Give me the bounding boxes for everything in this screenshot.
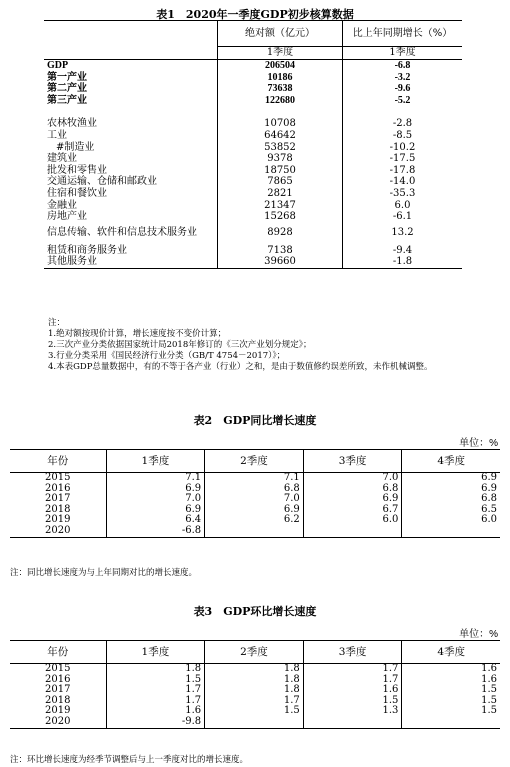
table-row (10, 685, 500, 696)
table1-note-line: 4.本表GDP总量数据中，有的不等于各产业（行业）之和，是由于数值修约误差所致，未作机械调整。 (48, 362, 433, 372)
row-label: 建筑业 (47, 153, 77, 165)
row-abs-value: 39660 (218, 256, 343, 268)
column-header: 4季度 (402, 450, 500, 473)
value-cell: 1.6 (402, 664, 500, 675)
value-cell: 6.8 (205, 484, 304, 495)
year-cell: 2016 (45, 482, 71, 494)
value-cell: 6.5 (402, 505, 500, 516)
year-cell: 2018 (45, 694, 71, 706)
value-cell (402, 526, 500, 537)
row-growth-value: -9.6 (343, 83, 463, 95)
value-cell: 6.0 (402, 515, 500, 526)
row-growth-value: -17.5 (343, 153, 463, 165)
value-cell: 6.4 (106, 515, 205, 526)
row-growth-value: -8.5 (343, 130, 463, 142)
row-growth-value: -35.3 (343, 188, 463, 200)
table1-row (44, 176, 462, 188)
table1-row (44, 83, 462, 95)
table2-unit: 单位：% (459, 438, 498, 449)
table1-note-line: 注： (48, 318, 66, 328)
value-cell: 1.8 (205, 664, 304, 675)
row-abs-value: 18750 (218, 165, 343, 177)
column-header: 年份 (10, 641, 106, 664)
row-label: 交通运输、仓储和邮政业 (47, 176, 157, 188)
row-label: 工业 (47, 129, 67, 141)
column-header: 3季度 (303, 450, 402, 473)
value-cell (205, 526, 304, 537)
table1-header-q2: 1季度 (343, 47, 463, 60)
row-label: 第二产业 (47, 83, 87, 95)
table2 (10, 450, 500, 538)
value-cell (303, 717, 402, 728)
table1-row (44, 211, 462, 223)
table1-row (44, 142, 462, 154)
row-abs-value: 7138 (218, 245, 343, 257)
table1-notes (48, 318, 468, 373)
table3-unit: 单位：% (459, 629, 498, 640)
row-abs-value: 64642 (218, 130, 343, 142)
table1-corner (44, 21, 218, 60)
value-cell: 1.6 (402, 675, 500, 686)
year-cell: 2018 (45, 503, 71, 515)
value-cell: 7.0 (106, 494, 205, 505)
table-row (10, 515, 500, 526)
column-header: 2季度 (205, 450, 304, 473)
value-cell: 1.8 (205, 675, 304, 686)
row-growth-value: -3.2 (343, 72, 463, 84)
row-label: 第三产业 (47, 94, 87, 106)
column-header: 2季度 (205, 641, 304, 664)
value-cell: 6.0 (303, 515, 402, 526)
table3-title: 表3 GDP环比增长速度 (193, 605, 317, 618)
row-abs-value: 206504 (218, 60, 343, 72)
row-growth-value: -1.8 (343, 256, 463, 268)
row-abs-value: 9378 (218, 153, 343, 165)
year-cell: 2019 (45, 514, 71, 526)
table3-note: 注：环比增长速度为经季节调整后与上一季度对比的增长速度。 (10, 755, 249, 765)
table1-note-line: 3.行业分类采用《国民经济行业分类（GB/T 4754－2017）》； (48, 351, 286, 361)
row-abs-value: 8928 (218, 223, 343, 245)
value-cell: 1.8 (205, 685, 304, 696)
row-label: 信息传输、软件和信息技术服务业 (47, 227, 197, 239)
table1-row (44, 95, 462, 107)
row-growth-value: -14.0 (343, 176, 463, 188)
value-cell: 1.7 (205, 696, 304, 707)
table1-row (44, 118, 462, 130)
table-row (10, 505, 500, 516)
table1-note-line: 2.三次产业分类依据国家统计局2018年修订的《三次产业划分规定》； (48, 340, 312, 350)
value-cell: 6.2 (205, 515, 304, 526)
table1-header-rate: 比上年同期增长（%） (343, 21, 463, 47)
value-cell: 1.6 (106, 706, 205, 717)
row-label: 批发和零售业 (47, 164, 107, 176)
value-cell: 1.5 (106, 675, 205, 686)
row-label: 农林牧渔业 (47, 118, 97, 130)
row-abs-value: 7865 (218, 176, 343, 188)
value-cell: 1.5 (402, 696, 500, 707)
table3 (10, 641, 500, 729)
row-growth-value: -5.2 (343, 95, 463, 107)
table-row (10, 473, 500, 484)
table1-row (44, 165, 462, 177)
value-cell (402, 717, 500, 728)
year-cell: 2019 (45, 705, 71, 717)
value-cell: 1.5 (303, 696, 402, 707)
table-row (10, 526, 500, 537)
value-cell: 7.1 (205, 473, 304, 484)
row-abs-value: 2821 (218, 188, 343, 200)
row-label: 金融业 (47, 199, 77, 211)
value-cell: 1.5 (205, 706, 304, 717)
value-cell: 7.1 (106, 473, 205, 484)
value-cell: 6.9 (402, 473, 500, 484)
row-growth-value: 13.2 (343, 223, 463, 245)
value-cell (205, 717, 304, 728)
value-cell: 6.9 (303, 494, 402, 505)
table1-row (44, 60, 462, 72)
value-cell: 1.5 (402, 706, 500, 717)
year-cell: 2017 (45, 493, 71, 505)
column-header: 1季度 (106, 450, 205, 473)
table1-row (44, 200, 462, 212)
row-growth-value: 6.0 (343, 200, 463, 212)
table-row (10, 717, 500, 728)
value-cell: 1.8 (106, 664, 205, 675)
row-label: 住宿和餐饮业 (47, 187, 107, 199)
row-growth-value: -17.8 (343, 165, 463, 177)
table2-title: 表2 GDP同比增长速度 (193, 414, 317, 427)
table1-row (44, 245, 462, 257)
row-abs-value: 10708 (218, 118, 343, 130)
row-growth-value: -9.4 (343, 245, 463, 257)
row-label: 第一产业 (47, 71, 87, 83)
year-cell: 2020 (10, 526, 106, 537)
row-label: GDP (47, 60, 69, 71)
value-cell: 1.7 (303, 664, 402, 675)
value-cell: 1.7 (106, 685, 205, 696)
row-abs-value: 53852 (218, 142, 343, 154)
row-abs-value: 10186 (218, 72, 343, 84)
table1 (44, 21, 462, 269)
table1-header-q: 1季度 (218, 47, 343, 60)
table-row (10, 484, 500, 495)
table1-note-line: 1.绝对额按现价计算，增长速度按不变价计算； (48, 329, 227, 339)
value-cell (303, 526, 402, 537)
value-cell: 1.3 (303, 706, 402, 717)
value-cell: 1.5 (402, 685, 500, 696)
table-row (10, 706, 500, 717)
value-cell: -6.8 (106, 526, 205, 537)
table2-note: 注：同比增长速度为与上年同期对比的增长速度。 (10, 568, 198, 578)
value-cell: 6.9 (205, 505, 304, 516)
value-cell: 6.8 (303, 484, 402, 495)
column-header: 3季度 (303, 641, 402, 664)
year-cell: 2016 (45, 673, 71, 685)
table1-row (44, 256, 462, 268)
value-cell: 6.9 (106, 484, 205, 495)
column-header: 年份 (10, 450, 106, 473)
row-growth-value: -6.8 (343, 60, 463, 72)
table1-header-abs: 绝对额（亿元） (218, 21, 343, 47)
row-growth-value: -2.8 (343, 118, 463, 130)
table1-row (44, 72, 462, 84)
table1-row (44, 188, 462, 200)
year-cell: 2015 (45, 663, 71, 674)
table-row (10, 675, 500, 686)
row-abs-value: 73638 (218, 83, 343, 95)
value-cell: 6.7 (303, 505, 402, 516)
value-cell: 1.7 (106, 696, 205, 707)
column-header: 4季度 (402, 641, 500, 664)
value-cell: 6.8 (402, 494, 500, 505)
year-cell: 2015 (45, 472, 71, 483)
row-label: #制造业 (56, 141, 95, 153)
column-header: 1季度 (106, 641, 205, 664)
value-cell: 1.6 (303, 685, 402, 696)
row-growth-value: -6.1 (343, 211, 463, 223)
value-cell: 6.9 (106, 505, 205, 516)
table1-row (44, 153, 462, 165)
row-label: 租赁和商务服务业 (47, 244, 127, 256)
row-abs-value: 21347 (218, 200, 343, 212)
year-cell: 2020 (10, 717, 106, 728)
value-cell: 7.0 (303, 473, 402, 484)
row-growth-value: -10.2 (343, 142, 463, 154)
table-row (10, 664, 500, 675)
year-cell: 2017 (45, 684, 71, 696)
value-cell: -9.8 (106, 717, 205, 728)
table1-row (44, 130, 462, 142)
row-abs-value: 15268 (218, 211, 343, 223)
row-label: 房地产业 (47, 211, 87, 223)
table-row (10, 696, 500, 707)
table-row (10, 494, 500, 505)
row-abs-value: 122680 (218, 95, 343, 107)
table1-title: 表1 2020年一季度GDP初步核算数据 (156, 8, 354, 21)
value-cell: 7.0 (205, 494, 304, 505)
value-cell: 1.7 (303, 675, 402, 686)
table1-row (44, 223, 462, 245)
value-cell: 6.9 (402, 484, 500, 495)
row-label: 其他服务业 (44, 256, 218, 268)
